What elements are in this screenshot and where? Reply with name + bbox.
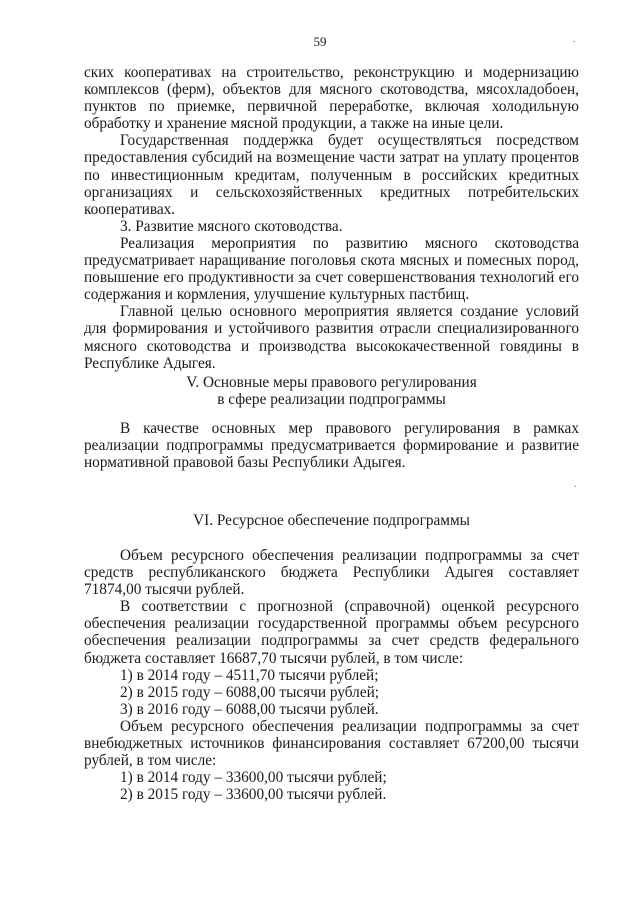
paragraph: ских кооперативах на строительство, реконструкцию и модернизацию комплексов (ферм), объектов для мясного скотоводства, мясохладобоен, пунктов по приемке, первичной переработке, включая холодильную обработку и хранение мясной продукции, а также на иные цели. [84, 64, 579, 133]
page-number: 59 [313, 34, 327, 49]
paragraph: Государственная поддержка будет осуществляться посредством предоставления субсидий на возмещение части затрат на уплату процентов по инвестиционным кредитам, полученным в российских кредитных организациях и сельскохозяйственных кредитных потребительских кооперативах. [84, 132, 579, 218]
paragraph: В качестве основных мер правового регулирования в рамках реализации подпрограммы предусматривается формирование и развитие нормативной правовой базы Республики Адыгея. [84, 420, 579, 472]
paragraph: Реализация мероприятия по развитию мясного скотоводства предусматривает наращивание поголовья скота мясных и помесных пород, повышение его продуктивности за счет совершенствования технологий его содержания и кормления, улучшение культурных пастбищ. [84, 234, 579, 304]
paragraph: 3. Развитие мясного скотоводства. [120, 217, 343, 235]
paragraph: В соответствии с прогнозной (справочной) оценкой ресурсного обеспечения реализации государственной программы объем ресурсного обеспечения реализации подпрограммы за счет средств федерального бюджета составляет 16687,70 тысячи рублей, в том числе: [84, 598, 579, 667]
section-5-body [84, 420, 579, 471]
heading-line: V. Основные меры правового регулирования [186, 374, 477, 391]
scan-mark: . [573, 34, 576, 45]
list-item: 3) в 2016 году – 6088,00 тысячи рублей. [120, 700, 379, 718]
section-6-body [84, 547, 579, 803]
section-6-heading [84, 512, 579, 529]
list-item: 1) в 2014 году – 4511,70 тысячи рублей; [120, 666, 379, 684]
heading-line: VI. Ресурсное обеспечение подпрограммы [193, 512, 470, 529]
list-item: 2) в 2015 году – 6088,00 тысячи рублей; [120, 683, 380, 701]
paragraph: Объем ресурсного обеспечения реализации подпрограммы за счет средств республиканского бюджета Республики Адыгея составляет 71874,00 тысячи рублей. [84, 547, 579, 599]
heading-line: в сфере реализации подпрограммы [217, 391, 446, 409]
list-item: 1) в 2014 году – 33600,00 тысячи рублей; [120, 769, 387, 787]
paragraph: Объем ресурсного обеспечения реализации подпрограммы за счет внебюджетных источников финансирования составляет 67200,00 тысячи рублей, в том числе: [84, 717, 579, 770]
paragraph: Главной целью основного мероприятия является создание условий для формирования и устойчивого развития отрасли специализированного мясного скотоводства и производства высококачественной говядины в Республике Адыгея. [84, 303, 579, 372]
section-5-heading [84, 374, 579, 408]
scan-mark: . [574, 479, 577, 490]
list-item: 2) в 2015 году – 33600,00 тысячи рублей. [120, 786, 387, 804]
body-text-block-1 [84, 64, 579, 372]
